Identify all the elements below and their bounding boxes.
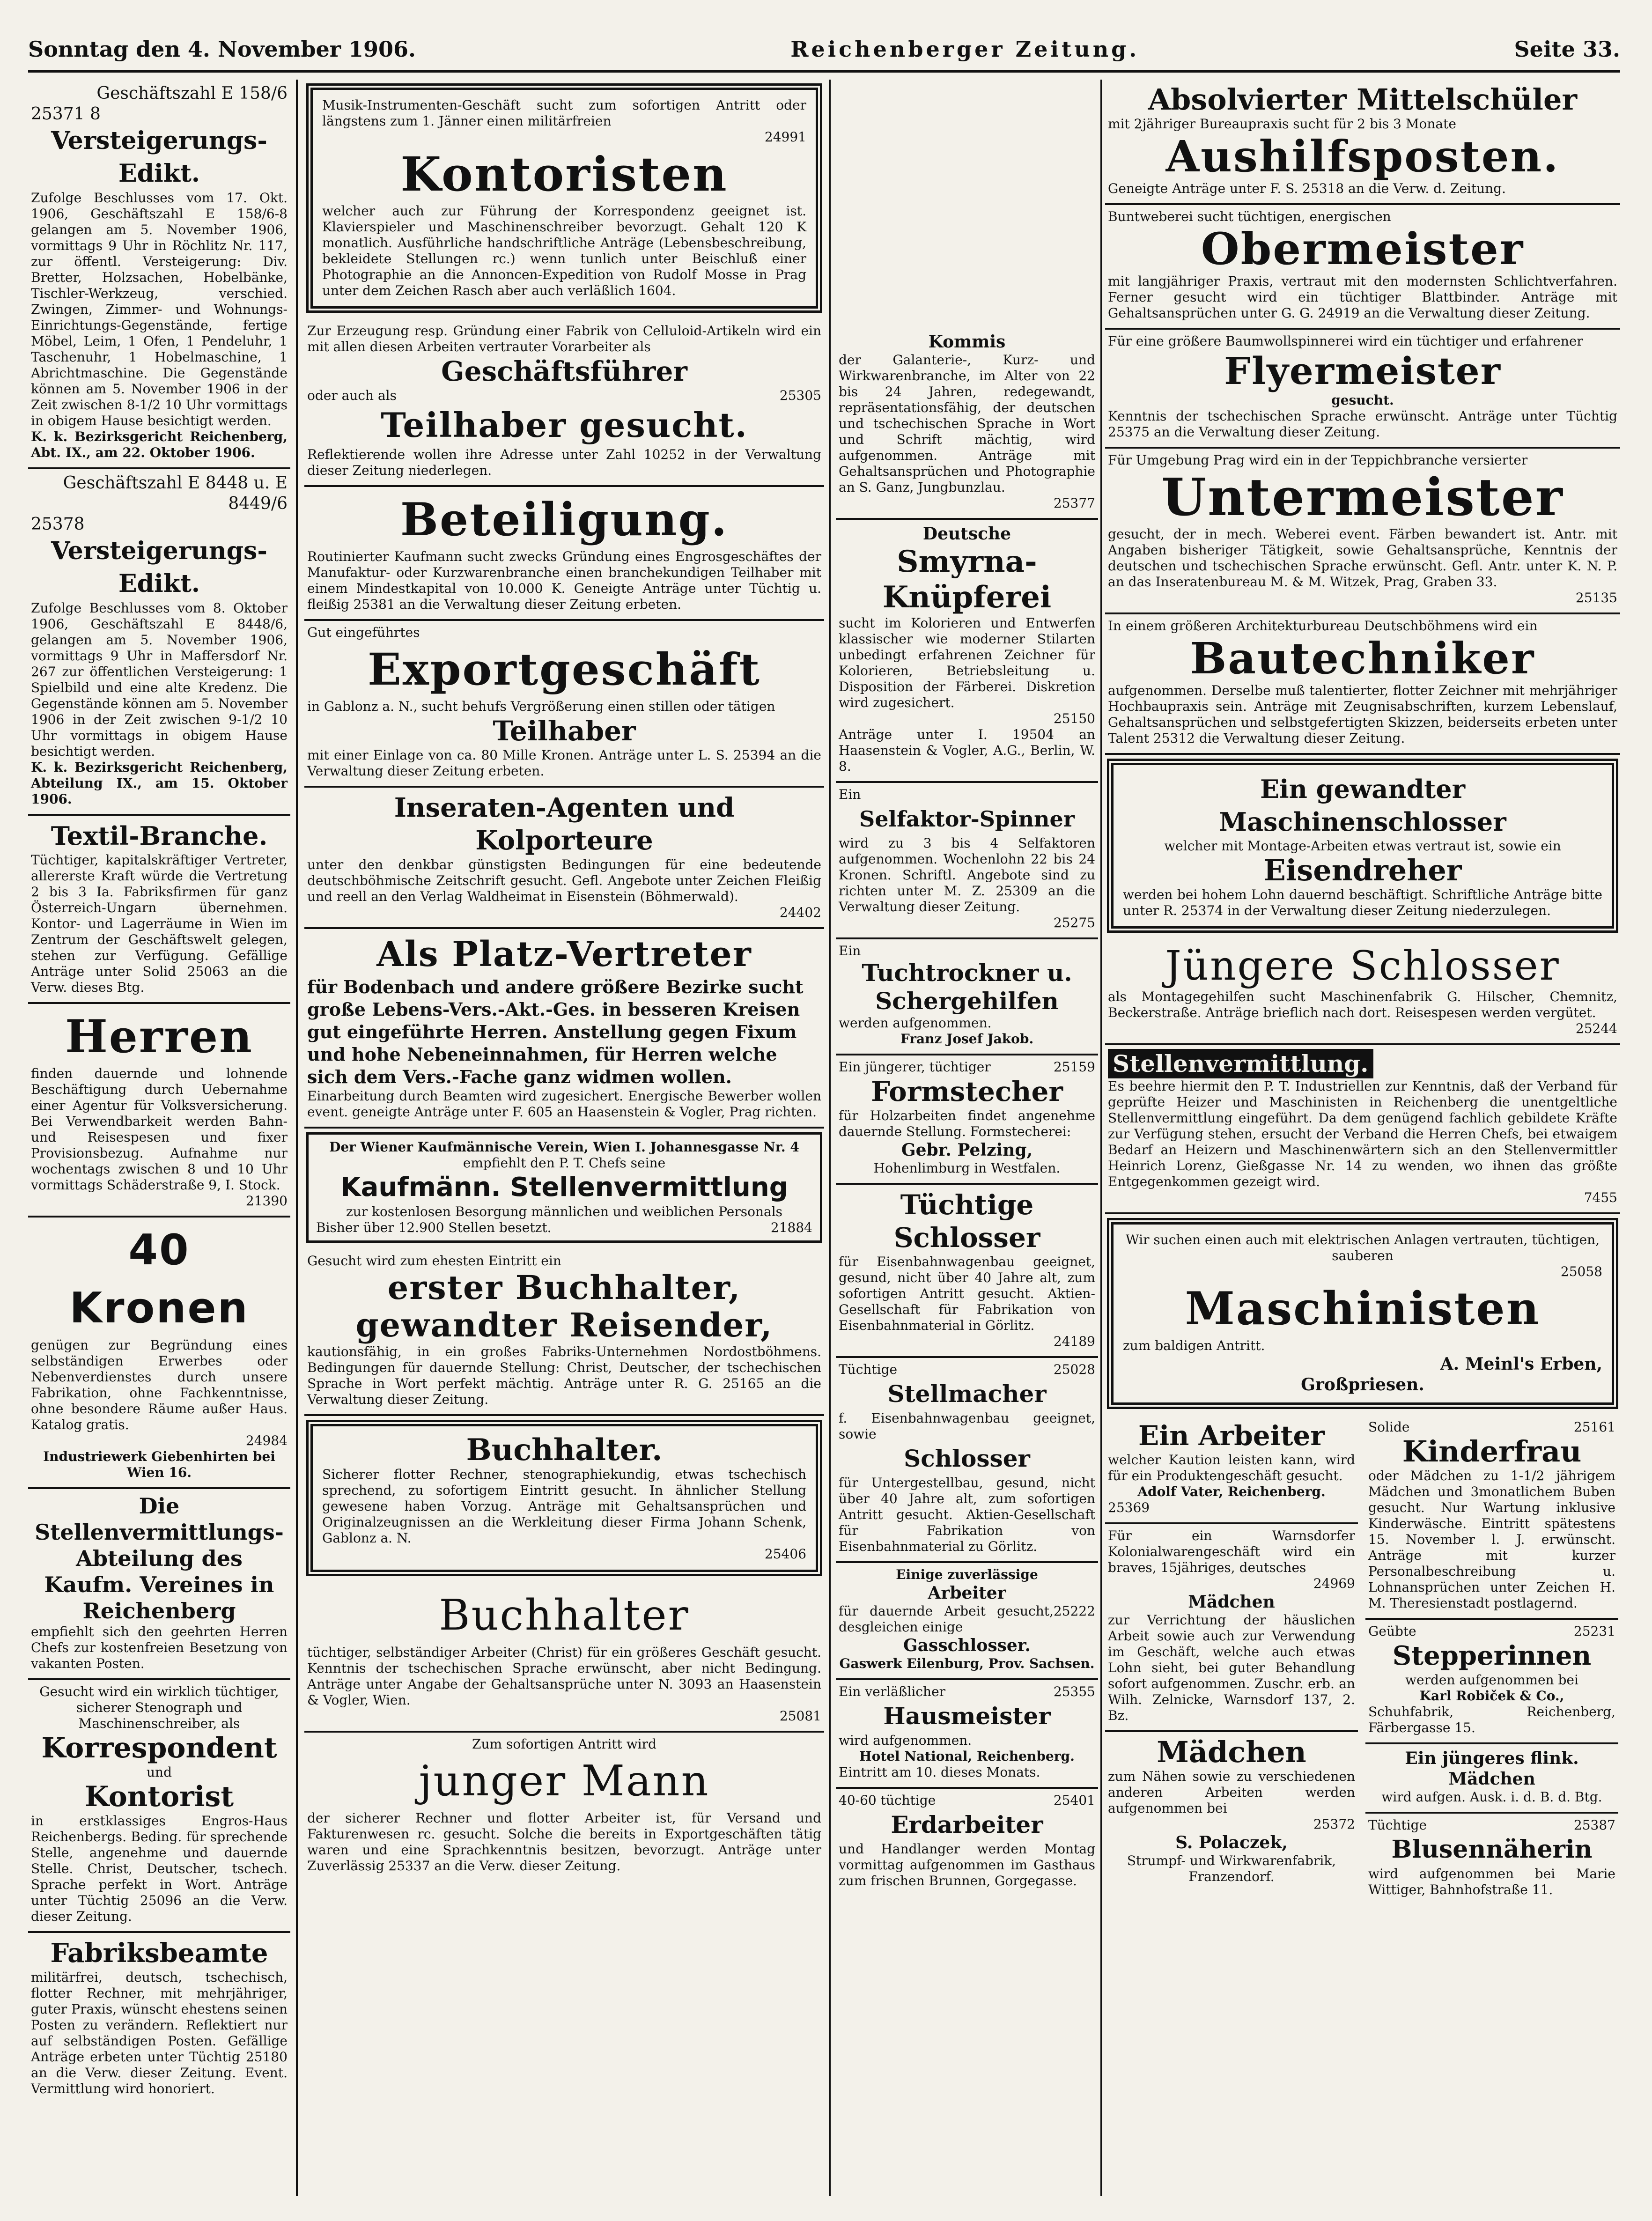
ad-body: in erstklassiges Engros-Haus Reichenbergs. Beding. für sprechende Stelle, angenehme und dauernde Stelle. Christ, Deutscher, tschech. Sprache perfekt in Wort. Anträge unter Tüchtig 25096 an die Verw. dieser Zeitung. (31, 1813, 288, 1924)
ad-intro: Wir suchen einen auch mit elektrischen Anlagen vertrauten, tüchtigen, sauberen (1125, 1232, 1600, 1263)
ad-intro: Musik-Instrumenten-Geschäft sucht zum sofortigen Antritt oder längstens zum 1. Jänner einen militärfreien (322, 97, 806, 129)
ad-title: Ein gewandter Maschinenschlosser (1219, 774, 1506, 837)
ad-title: Versteigerungs-Edikt. (51, 126, 267, 188)
ad-kontoristen (306, 83, 822, 313)
column-2 (304, 80, 824, 2196)
ad-signature: Industriewerk Giebenhirten bei Wien 16. (43, 1449, 275, 1480)
ad-title: Stepperinnen (1392, 1640, 1592, 1671)
ad-title: Herren (65, 1010, 253, 1063)
header-page-number: Seite 33. (1514, 37, 1620, 62)
ad-title: Ein Arbeiter (1138, 1420, 1325, 1452)
ad-title: Untermeister (1161, 467, 1564, 527)
ad-title: Geschäftsführer (441, 355, 687, 387)
column-rule (829, 80, 831, 2196)
ad-title: Textil-Branche. (51, 821, 268, 851)
ad-body: kautionsfähig, in ein großes Fabriks-Unternehmen Nordostböhmens. Bedingungen für dauernde Stellung: Christ, Deutscher, der tschechischen Sprache in Wort perfekt mächtig. Anträge unter R. G. 25165 an die Verwaltung dieser Zeitung. (307, 1344, 821, 1407)
ad-ein-arbeiter (1105, 1416, 1358, 1524)
ad-intro: Ein jüngerer, tüchtiger (839, 1059, 991, 1075)
ad-intro: 40-60 tüchtige (839, 1793, 936, 1808)
ad-id: 25305 (779, 388, 821, 403)
column-rule (296, 80, 298, 2196)
ad-title: Beteiligung. (400, 493, 729, 546)
ad-id: 25028 (1053, 1362, 1095, 1377)
ad-body: zum Nähen sowie zu verschiedenen anderen Arbeiten werden aufgenommen bei (1108, 1769, 1355, 1816)
ad-title: Obermeister (1201, 223, 1525, 275)
ad-title-2: gewandter Reisender, (355, 1306, 773, 1344)
ad-untermeister (1105, 449, 1620, 614)
ad-body: unter den denkbar günstigsten Bedingungen für eine bedeutende deutschböhmische Zeitschrift gesucht. Gefl. Angebote unter Zeichen Fleißig und reell an den Verlag Waldheimat in Eisenstein (Böhmerwald). (307, 857, 821, 904)
ad-intro: Solide (1368, 1419, 1410, 1435)
ad-body: der Galanterie-, Kurz- und Wirkwarenbranche, im Alter von 22 bis 24 Jahren, redegewandt, repräsentationsfähig, der deutschen und tschechischen Sprache in Wort und Schrift mächtig, wird aufgenommen. Anträge mit Gehaltsansprüchen und Photographie an S. Ganz, Jungbunzlau. (839, 352, 1095, 495)
ad-subtitle: gesucht. (1331, 392, 1394, 408)
ad-signature: K. k. Bezirksgericht Reichenberg, Abt. IX., am 22. Oktober 1906. (31, 429, 288, 460)
ad-intro: Gesucht wird zum ehesten Eintritt ein (307, 1253, 561, 1269)
ad-body: aufgenommen. Derselbe muß talentierter, flotter Zeichner mit mehrjähriger Hochbaupraxis sein. Anträge mit Zeugnisabschriften, kurzem Lebenslauf, Gehaltsansprüchen und selbstgefertigten Skizzen, beiderseits erbeten unter Talent 25312 die Verwaltung dieser Zeitung. (1108, 683, 1617, 746)
ad-id: 24991 (764, 129, 806, 145)
ad-title: Buchhalter. (466, 1432, 663, 1468)
ad-title-2: Kontorist (84, 1780, 234, 1813)
ad-firm: A. Meinl's Erben, (1440, 1354, 1602, 1374)
ad-title: Maschinisten (1185, 1282, 1541, 1335)
ad-junger-mann (304, 1733, 824, 1881)
ad-title: junger Mann (419, 1756, 710, 1806)
ad-intro: Zur Erzeugung resp. Gründung einer Fabrik von Celluloid-Artikeln wird ein mit allen diesen Arbeiten vertrauter Vorarbeiter als (307, 323, 821, 354)
ad-flyermeister (1105, 330, 1620, 449)
ad-body-2: Anträge unter I. 19504 an Haasenstein & Vogler, A.G., Berlin, W. 8. (839, 727, 1095, 774)
ad-versteigerung-2 (28, 469, 290, 816)
ad-id: 25161 (1573, 1419, 1615, 1435)
ad-id: 25401 (1053, 1793, 1095, 1808)
ad-firm: Hotel National, Reichenberg. (859, 1749, 1075, 1764)
ad-title: Selfaktor-Spinner (859, 806, 1075, 832)
ad-title: Bautechniker (1190, 633, 1535, 684)
ad-id: 24969 (1313, 1576, 1355, 1591)
ad-body: tüchtiger, selbständiger Arbeiter (Christ) für ein größeres Geschäft gesucht. Kenntnis der tschechischen Sprache erwünscht, aber nicht Bedingung. Anträge unter Angabe der Gehaltsansprüche unter N. 3093 an Haasenstein & Vogler, Wien. (307, 1645, 821, 1708)
ad-intro: In einem größeren Architekturbureau Deutschböhmens wird ein (1108, 618, 1538, 634)
ad-body: für Holzarbeiten findet angenehme dauernde Stellung. Formstecherei: (839, 1108, 1095, 1139)
ad-kinderfrau (1365, 1416, 1618, 1620)
newspaper-page (28, 28, 1620, 2201)
ad-body: Zufolge Beschlusses vom 8. Oktober 1906, Geschäftszahl E 8448/6, gelangen am 5. November 1906, vormittags 9 Uhr in Maffersdorf Nr. 267 zur öffentlichen Versteigerung: 1 Spielbild und eine alte Kredenz. Die Gegenstände können am 5. November 1906 in der Zeit zwischen 9-1/2 10 Uhr vormittags in obigem Hause besichtigt werden. (31, 600, 288, 759)
ad-intro: Gut eingeführtes (307, 625, 420, 640)
ad-body: genügen zur Begründung eines selbständigen Erwerbes oder Nebenverdienstes durch unsere Fabrikation, ohne Fachkenntnisse, ohne besondere Räume außer Haus. Katalog gratis. (31, 1337, 288, 1432)
ad-id: 25231 (1573, 1623, 1615, 1639)
ad-body: sucht im Kolorieren und Entwerfen klassischer wie moderner Stilarten unbedingt erfahrenen Zeichner für Kolorieren, Betriebsleitung u. Disposition der Färberei. Diskretion wird zugesichert. (839, 615, 1095, 710)
ad-signature: Franz Josef Jakob. (900, 1031, 1034, 1047)
ad-hausmeister (836, 1680, 1098, 1789)
ad-id: 25369 (1108, 1500, 1150, 1515)
ad-maschinenschlosser (1107, 759, 1618, 933)
ad-body: für Untergestellbau, gesund, nicht über 40 Jahre alt, zum sofortigen Antritt gesucht. Aktien-Gesellschaft für Fabrikation von Eisenbahnmaterial zu Görlitz. (839, 1475, 1095, 1554)
ad-body-2: Eintritt am 10. dieses Monats. (839, 1764, 1040, 1780)
ad-title: Stellenvermittlung. (1108, 1049, 1373, 1078)
ad-body: mit langjähriger Praxis, vertraut mit den modernsten Schlichtverfahren. Ferner gesucht wird ein tüchtiger Blattbinder. Anträge mit Gehaltsansprüchen unter G. G. 24919 an die Verwaltung dieser Zeitung. (1108, 273, 1617, 321)
ad-body: Reflektierende wollen ihre Adresse unter Zahl 10252 in der Verwaltung dieser Zeitung niederlegen. (307, 447, 821, 478)
ad-mid: in Gablonz a. N., sucht behufs Vergrößerung einen stillen oder tätigen (307, 699, 775, 714)
ad-tuchtrockner (836, 939, 1098, 1055)
ad-body: militärfrei, deutsch, tschechisch, flotter Rechner, mit mehrjähriger, guter Praxis, wünscht ehestens seinen Posten zu verändern. Reflektiert nur auf selbständigen Posten. Gefällige Anträge erbeten unter Tüchtig 25180 an die Verw. dieser Zeitung. Event. Vermittlung wird honoriert. (31, 1970, 288, 2096)
ad-intro: Ein verläßlicher (839, 1684, 946, 1699)
ad-title: Mädchen (1157, 1735, 1306, 1769)
subcolumn-left (1105, 1416, 1358, 1904)
ad-title: Fabriksbeamte (50, 1938, 268, 1969)
ad-title: Tüchtige Schlosser (893, 1189, 1040, 1254)
ad-buchhalter-wien (304, 1583, 824, 1733)
ad-korrespondent (28, 1680, 290, 1933)
ad-title: Stellmacher (887, 1380, 1047, 1408)
ad-line: empfiehlt den P. T. Chefs seine (463, 1155, 666, 1171)
ad-selfaktor-spinner (836, 783, 1098, 939)
ad-body-2: Geneigte Anträge unter F. S. 25318 an die Verw. d. Zeitung. (1108, 181, 1506, 196)
ad-intro: Ein (839, 943, 861, 959)
ad-intro: Tüchtige (1368, 1817, 1427, 1833)
ad-title-2: Teilhaber gesucht. (381, 405, 748, 445)
ad-id: 25244 (1575, 1021, 1617, 1036)
ad-title: 40 Kronen (69, 1225, 249, 1333)
ad-body: der sicherer Rechner und flotter Arbeiter ist, für Versand und Fakturenwesen rc. gesucht. Solche die bereits in Exportgeschäften tätig waren und eine Sprachkenntnis besitzen, bevorzugt. Anträge unter Zuverlässig 25337 an die Verw. dieser Zeitung. (307, 1810, 821, 1874)
ad-body: mit 2jähriger Bureaupraxis sucht für 2 bis 3 Monate (1108, 116, 1456, 132)
ad-body-2: Strumpf- und Wirkwarenfabrik, Franzendorf. (1127, 1853, 1336, 1884)
ad-body: für Eisenbahnwagenbau geeignet, gesund, nicht über 40 Jahre alt, zum sofortigen Antritt gesucht. Aktien-Gesellschaft für Fabrikation von Eisenbahnmaterial in Görlitz. (839, 1254, 1095, 1333)
ad-title: Arbeiter (928, 1583, 1006, 1603)
ad-body: wird zu 3 bis 4 Selfaktoren aufgenommen. Wochenlohn 22 bis 24 Kronen. Schriftl. Angebote sind zu richten unter M. Z. 25309 an die Verwaltung dieser Zeitung. (839, 835, 1095, 915)
ad-stellmacher (836, 1358, 1098, 1563)
ad-intro: Ein (839, 787, 861, 802)
ad-place: Großpriesen. (1301, 1375, 1424, 1395)
ad-40-kronen (28, 1217, 290, 1489)
ad-body: welcher Kaution leisten kann, wird für ein Produktengeschäft gesucht. (1108, 1452, 1355, 1483)
ad-body: zum baldigen Antritt. (1123, 1338, 1265, 1353)
ad-id: 25222 (1053, 1603, 1095, 1619)
ad-id: 25135 (1575, 590, 1617, 605)
ad-buchhalter-gablonz (306, 1420, 822, 1576)
ad-body: empfiehlt sich den geehrten Herren Chefs zur kostenfreien Besetzung von vakanten Posten. (31, 1624, 288, 1671)
ad-body: Für ein Warnsdorfer Kolonialwarengeschäft wird ein braves, 15jähriges, deutsches (1108, 1528, 1355, 1575)
ad-id: 25406 (764, 1546, 806, 1562)
ad-stepperinnen (1365, 1620, 1618, 1744)
ad-title: Kinderfrau (1402, 1434, 1582, 1468)
ad-body: welcher auch zur Führung der Korrespondenz geeignet ist. Klavierspieler und Maschinenschreiber bevorzugt. Gehalt 120 K monatlich. Ausführliche handschriftliche Anträge (Lebensbeschreibung, bekleidete Stellungen rc.) wenn tunlich unter Beischluß einer Photographie an die Annoncen-Expedition von Rudolf Mosse in Prag unter dem Zeichen Rasch aber auch verläßlich 1604. (322, 203, 806, 298)
ad-id: 25081 (779, 1708, 821, 1724)
column-1 (28, 80, 290, 2196)
ad-firm: Adolf Vater, Reichenberg. (1137, 1484, 1326, 1499)
ad-mittelschueler (1105, 80, 1620, 205)
ad-smyrna (836, 520, 1098, 783)
ad-place: Hohenlimburg in Westfalen. (873, 1160, 1061, 1176)
two-column-block (1105, 1416, 1620, 1904)
ad-intro: Für Umgebung Prag wird ein in der Teppichbranche versierter (1108, 452, 1528, 468)
ad-arbeiter-gasschlosser (836, 1563, 1098, 1680)
ad-body: gesucht, der in mech. Weberei event. Färben bewandert ist. Antr. mit Angaben bisheriger Tätigkeit, sowie Gehaltsansprüche, Kenntnis der deutschen und tschechischen Sprache erwünscht. Gefl. Antr. unter K. N. P. an das Inseratenbureau M. & M. Witzek, Prag, Graben 33. (1108, 526, 1617, 590)
ad-body: Tüchtiger, kapitalskräftiger Vertreter, allererste Kraft würde die Vertretung 2 bis 3 Ia. Fabriksfirmen für ganz Österreich-Ungarn übernehmen. Kontor- und Lagerräume in Wien im Zentrum der Geschäftswelt gelegen, stehen zur Verfügung. Gefällige Anträge unter Solid 25063 an die Verw. dieses Btg. (31, 852, 288, 995)
ad-firm: Gebr. Pelzing, (901, 1140, 1033, 1160)
ad-intro: Deutsche (922, 524, 1011, 544)
ad-id: 25377 (1053, 495, 1095, 511)
ad-id: 25058 (1560, 1264, 1602, 1279)
ad-title: Die Stellenvermittlungs-Abteilung des Kaufm. Vereines in Reichenberg (35, 1493, 284, 1623)
ad-title: Kommis (928, 332, 1006, 352)
ad-title-2: Teilhaber (493, 715, 636, 747)
ad-title: Blusennäherin (1391, 1835, 1593, 1864)
ad-id: 25372 (1313, 1816, 1355, 1832)
ad-maedchen-warnsdorf (1105, 1524, 1358, 1732)
ad-intro: Einige zuverlässige (896, 1567, 1038, 1582)
ad-body: Sicherer flotter Rechner, stenographiekundig, etwas tschechisch sprechend, zu sofortigem Eintritt gesucht. In ähnlicher Stellung gewesene haben Vorzug. Anträge mit Gehaltsansprüchen und Originalzeugnissen an die Werkleitung dieser Firma Johann Schenk, Gablonz a. N. (322, 1467, 806, 1546)
ad-body: Routinierter Kaufmann sucht zwecks Gründung eines Engrosgeschäftes der Manufaktur- oder Kurzwarenbranche einen branchekundigen Teilhaber mit einem Mindestkapital von 10.000 K. Geneigte Anträge unter Tüchtig u. fleißig 25381 an die Verwaltung dieser Zeitung erbeten. (307, 549, 821, 612)
ad-conjunction: und (147, 1764, 172, 1780)
ad-title: Mädchen (1188, 1592, 1275, 1612)
ad-mid: welcher mit Montage-Arbeiten etwas vertraut ist, sowie ein (1164, 838, 1561, 854)
ad-title: Ein jüngeres flink. Mädchen (1405, 1749, 1579, 1789)
ad-id: 21390 (245, 1193, 288, 1209)
ad-body: werden aufgenommen bei (1405, 1672, 1578, 1688)
ad-title: Tuchtrockner u. Schergehilfen (862, 959, 1072, 1015)
ad-highlight: für Bodenbach und andere größere Bezirke sucht große Lebens-Vers.-Akt.-Ges. in besseren Kreisen gut eingeführte Herren. Anstellung gegen Fixum und hohe Nebeneinnahmen, für Herren welche sich dem Vers.-Fache ganz widmen wollen. (307, 976, 804, 1087)
ad-intro: Für eine größere Baumwollspinnerei wird ein tüchtiger und erfahrener (1108, 333, 1583, 349)
ad-formstecher (836, 1055, 1098, 1185)
ad-title: Formstecher (871, 1076, 1063, 1107)
ad-title: Inseraten-Agenten und Kolporteure (394, 792, 735, 856)
ad-mid: f. Eisenbahnwagenbau geeignet, sowie (839, 1410, 1095, 1442)
ad-bautechniker (1105, 614, 1620, 755)
ad-id: 24402 (779, 905, 821, 920)
ad-kommis (836, 328, 1098, 520)
ad-erster-buchhalter (304, 1249, 824, 1416)
ad-id: 24189 (1053, 1334, 1095, 1349)
subcolumn-right (1365, 1416, 1618, 1904)
ad-id: 25371 8 (31, 104, 101, 124)
ad-intro: Geübte (1368, 1623, 1416, 1639)
ad-obermeister (1105, 205, 1620, 330)
ad-maedchen-polaczek (1105, 1732, 1358, 1891)
ad-textil-branche (28, 816, 290, 1004)
ad-signature: K. k. Bezirksgericht Reichenberg, Abteilung IX., am 15. Oktober 1906. (31, 760, 288, 807)
ad-body: Einarbeitung durch Beamten wird zugesichert. Energische Bewerber wollen event. geneigte Anträge unter F. 605 an Haasenstein & Vogler, Prag richten. (307, 1088, 821, 1120)
ad-title: Jüngere Schlosser (1165, 943, 1560, 989)
ad-body: wird aufgen. Ausk. i. d. B. d. Btg. (1381, 1789, 1602, 1805)
ad-id: 25275 (1053, 915, 1095, 930)
ad-title: Korrespondent (41, 1732, 277, 1764)
ad-title: Buchhalter (439, 1591, 690, 1640)
ad-platz-vertreter (304, 929, 824, 1129)
ad-signature: Gaswerk Eilenburg, Prov. Sachsen. (839, 1656, 1095, 1671)
ad-id: 25378 (31, 515, 85, 534)
ad-title: Exportgeschäft (368, 644, 761, 695)
ad-title: Kontoristen (400, 147, 728, 202)
ad-erdarbeiter (836, 1789, 1098, 1896)
ad-title: Kaufmänn. Stellenvermittlung (340, 1172, 788, 1203)
column-3 (836, 328, 1098, 2196)
ad-line: Bisher über 12.900 Stellen besetzt. (316, 1220, 552, 1235)
ad-body: wird aufgenommen bei Marie Wittiger, Bahnhofstraße 11. (1368, 1866, 1615, 1897)
ad-title: Absolvierter Mittelschüler (1148, 82, 1578, 117)
ad-title: Smyrna-Knüpferei (882, 544, 1052, 615)
ad-intro: Zum sofortigen Antritt wird (472, 1736, 656, 1752)
ad-body: und Handlanger werden Montag vormittag aufgenommen im Gasthaus zum frischen Brunnen, Gorgegasse. (839, 1841, 1095, 1889)
ad-juengeres-maedchen (1365, 1744, 1618, 1814)
ad-id: 25159 (1053, 1059, 1095, 1075)
ad-title-2: Schlosser (904, 1445, 1030, 1472)
ad-body: Zufolge Beschlusses vom 17. Okt. 1906, Geschäftszahl E 158/6-8 gelangen am 5. November 1906, vormittags 9 Uhr in Röchlitz Nr. 117, zur öffentl. Versteigerung: Div. Bretter, Holzsachen, Hobelbänke, Tischler-Werkzeug, verschied. Zwingen, Zimmer- und Wohnungs-Einrichtungs-Gegenstände, fertige Möbel, Leim, 1 Ofen, 1 Pendeluhr, 1 Taschenuhr, 1 Hobelmaschine, 1 Abrichtmaschine. Die Gegenstände können am 5. November 1906 in der Zeit zwischen 8-1/2 10 Uhr vormittags in obigem Hause besichtigt werden. (31, 190, 288, 428)
ad-body: werden bei hohem Lohn dauernd beschäftigt. Schriftliche Anträge bitte unter R. 25374 in der Verwaltung dieser Zeitung niederzulegen. (1123, 887, 1602, 918)
ad-body: Es beehre hiermit den P. T. Industriellen zur Kenntnis, daß der Verband für geprüfte Heizer und Maschinisten in Reichenberg die unentgeltliche Stellenvermittlung eingeführt. Da dem genügend fachlich gebildete Kräfte zur Verfügung stehen, ersucht der Verband die Herren Chefs, bei etwaigem Bedarf an Heizern und Maschinenwärtern sich an den Stellenvermittler Heinrich Lorenz, Gießgasse Nr. 14 zu wenden, wo ihnen das größte Entgegenkommen gezeigt wird. (1108, 1078, 1617, 1189)
ad-body: mit einer Einlage von ca. 80 Mille Kronen. Anträge unter L. S. 25394 an die Verwaltung dieser Zeitung erbeten. (307, 747, 821, 779)
ad-body: wird aufgenommen. (839, 1733, 972, 1748)
ad-conjunction: oder auch als (307, 388, 397, 403)
ad-title-2: Eisendreher (1263, 853, 1462, 887)
ad-maschinisten (1107, 1218, 1618, 1409)
ad-herren (28, 1004, 290, 1217)
column-4 (1105, 80, 1620, 2196)
ad-intro: Gesucht wird ein wirklich tüchtiger, sicherer Stenograph und Maschinenschreiber, als (39, 1684, 279, 1731)
ad-kaufm-stellenvermittlung (306, 1132, 822, 1243)
ad-ref: Geschäftszahl E 158/6 (96, 84, 288, 103)
ad-id: 25387 (1573, 1817, 1615, 1833)
ad-body: oder Mädchen zu 1-1/2 jährigem Mädchen und 3monatlichem Buben gesucht. Nur Wartung inklusive Kinderwäsche. Eintritt spätestens 15. November l. J. erwünscht. Anträge mit kurzer Personalbeschreibung u. Lohnansprüchen unter Zeichen H. M. Theresienstadt postlagernd. (1368, 1468, 1615, 1611)
ad-title: Als Platz-Vertreter (376, 934, 752, 974)
ad-title-2: Gasschlosser. (903, 1636, 1031, 1655)
ad-tuechtige-schlosser (836, 1185, 1098, 1358)
ad-body: werden aufgenommen. (839, 1015, 992, 1031)
ad-intro: Tüchtige (839, 1362, 898, 1377)
ad-stellenvermittlung-verein (28, 1489, 290, 1680)
ad-body: finden dauernde und lohnende Beschäftigung durch Uebernahme einer Agentur für Volksversicherung. Bei Verwendbarkeit werden Bahn- und Reisespesen und fixer Provisionsbezug. Aufnahme nur wochentags zwischen 8 und 10 Uhr vormittags Schäderstraße 9, I. Stock. (31, 1066, 288, 1193)
ad-fabriksbeamte (28, 1933, 290, 2103)
ad-blusennaeherin (1365, 1814, 1618, 1904)
ad-body-2: zur Verrichtung der häuslichen Arbeit sowie auch zur Verwendung im Geschäft, welche auch etwas Lohn sieht, bei guter Behandlung sofort aufgenommen. Zuschr. erb. an Wilh. Zelnicke, Warnsdorf 137, 2. Bz. (1108, 1612, 1355, 1723)
ad-body: Kenntnis der tschechischen Sprache erwünscht. Anträge unter Tüchtig 25375 an die Verwaltung dieser Zeitung. (1108, 408, 1617, 440)
column-rule (1100, 80, 1102, 2196)
header-paper-title: Reichenberger Zeitung. (790, 37, 1140, 62)
ad-title: Versteigerungs-Edikt. (51, 537, 267, 598)
ad-intro: Buntweberei sucht tüchtigen, energischen (1108, 209, 1391, 224)
ad-beteiligung (304, 487, 824, 621)
ad-firm: Karl Robiček & Co., (1419, 1688, 1564, 1704)
ad-versteigerung-1 (28, 80, 290, 469)
ad-body: für dauernde Arbeit gesucht, desgleichen einige (839, 1603, 1054, 1635)
ad-title: Flyermeister (1224, 349, 1501, 393)
ad-exportgeschaeft (304, 621, 824, 788)
ad-geschaeftsfuehrer (304, 319, 824, 487)
page-header (28, 28, 1620, 73)
ad-title: erster Buchhalter, (387, 1268, 741, 1307)
ad-id: 7455 (1584, 1190, 1617, 1205)
ad-id: 25355 (1053, 1684, 1095, 1699)
ad-title: Hausmeister (883, 1702, 1051, 1730)
ad-ref: Geschäftszahl E 8448 u. E 8449/6 (63, 473, 288, 513)
ad-id: 21884 (770, 1220, 812, 1235)
ad-stellenvermittlung-heizer (1105, 1045, 1620, 1214)
header-date: Sonntag den 4. November 1906. (28, 37, 416, 62)
ad-body-2: Schuhfabrik, Reichenberg, Färbergasse 15. (1368, 1704, 1615, 1735)
ad-id: 24984 (245, 1433, 288, 1448)
ad-line: Der Wiener Kaufmännische Verein, Wien I. Johannesgasse Nr. 4 (329, 1139, 799, 1155)
ad-firm: S. Polaczek, (1175, 1833, 1288, 1852)
ad-juengere-schlosser (1105, 939, 1620, 1045)
ad-inseraten-agenten (304, 788, 824, 929)
ad-title: Erdarbeiter (891, 1811, 1043, 1838)
ad-title-2: Aushilfsposten. (1165, 131, 1560, 182)
ad-id: 25150 (1053, 711, 1095, 726)
ad-line: zur kostenlosen Besorgung männlichen und weiblichen Personals (346, 1204, 783, 1219)
ad-body: als Montagegehilfen sucht Maschinenfabrik G. Hilscher, Chemnitz, Beckerstraße. Anträge brieflich nach dort. Reisespesen werden vergütet. (1108, 989, 1617, 1020)
